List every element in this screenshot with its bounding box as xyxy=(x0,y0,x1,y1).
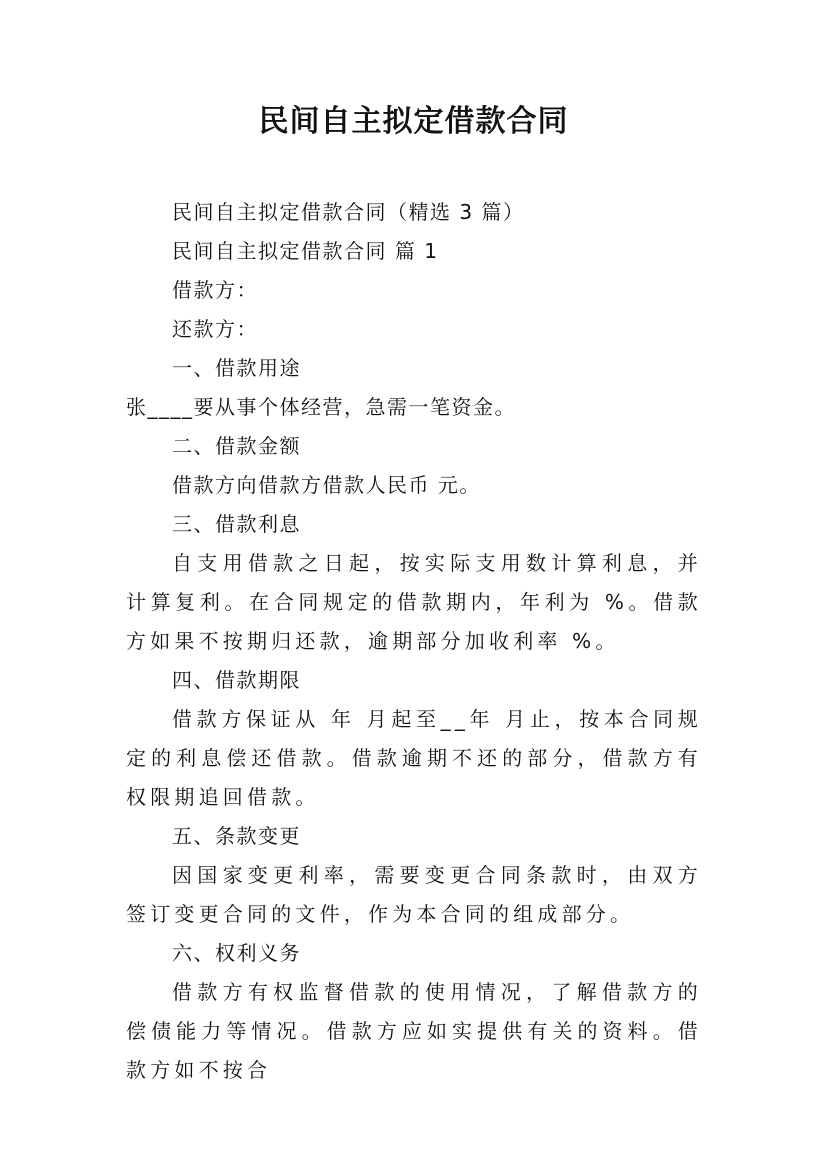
section-three-heading: 三、借款利息 xyxy=(172,512,301,536)
change-paragraph: 因国家变更利率，需要变更合同条款时，由双方签订变更合同的文件，作为本合同的组成部分。 xyxy=(126,863,702,926)
rights-paragraph: 借款方有权监督借款的使用情况，了解借款方的偿债能力等情况。借款方应如实提供有关的资料。借款方如不按合 xyxy=(126,980,702,1082)
section-one-heading: 一、借款用途 xyxy=(172,356,301,380)
section-five-heading: 五、条款变更 xyxy=(172,824,301,848)
term-paragraph: 借款方保证从 年 月起至__年 月止，按本合同规定的利息偿还借款。借款逾期不还的部分，借款方有权限期追回借款。 xyxy=(126,707,702,809)
section-two-heading: 二、借款金额 xyxy=(172,434,301,458)
subtitle-line: 民间自主拟定借款合同（精选 3 篇） xyxy=(172,200,525,224)
repayer-line: 还款方： xyxy=(172,317,258,341)
document-body xyxy=(126,193,702,1090)
borrower-line: 借款方： xyxy=(172,278,258,302)
interest-paragraph: 自支用借款之日起，按实际支用数计算利息，并计算复利。在合同规定的借款期内，年利为 %。借款方如果不按期归还款，逾期部分加收利率 %。 xyxy=(126,551,702,653)
document-title: 民间自主拟定借款合同 xyxy=(258,104,569,139)
amount-text: 借款方向借款方借款人民币 元。 xyxy=(172,473,481,497)
purpose-text: 张____要从事个体经营，急需一笔资金。 xyxy=(126,395,516,419)
part-heading: 民间自主拟定借款合同 篇 1 xyxy=(172,239,439,263)
section-four-heading: 四、借款期限 xyxy=(172,668,301,692)
section-six-heading: 六、权利义务 xyxy=(172,941,301,965)
